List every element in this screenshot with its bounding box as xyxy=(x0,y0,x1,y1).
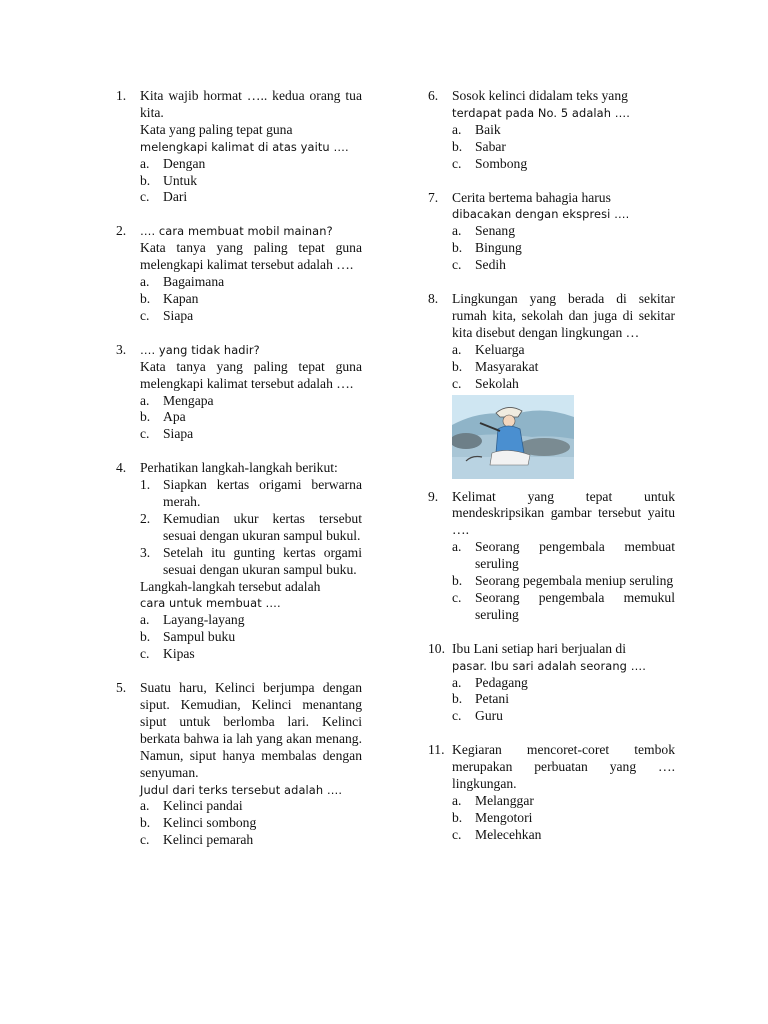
option-c[interactable] xyxy=(452,156,675,173)
question-number: 3. xyxy=(116,341,127,357)
option-letter: b. xyxy=(140,290,151,306)
question-2 xyxy=(116,223,362,324)
question-number: 1. xyxy=(116,88,127,103)
question-10 xyxy=(428,641,675,726)
question-text: Suatu haru, Kelinci berjumpa dengan siput. Kemudian, Kelinci menantang siput untuk berlomba lari. Kelinci berkata bahwa ia lah yang akan menang. Namun, siput hanya membalas dengan senyuman. xyxy=(140,680,362,780)
option-text: Seorang pengembala membuat seruling xyxy=(475,539,675,572)
option-letter: c. xyxy=(452,257,462,273)
question-text: Cerita bertema bahagia harus xyxy=(452,189,611,205)
option-a[interactable] xyxy=(452,342,675,359)
option-text: Kelinci sombong xyxy=(163,815,257,831)
option-text: Seorang pengembala memukul seruling xyxy=(475,589,675,622)
question-text: Kita wajib hormat ….. kedua orang tua kita. xyxy=(140,88,362,120)
option-text: Guru xyxy=(475,708,503,724)
option-b[interactable] xyxy=(140,291,362,308)
option-list xyxy=(140,156,362,207)
option-a[interactable] xyxy=(140,156,362,173)
option-text: Kapan xyxy=(163,290,199,306)
option-list xyxy=(452,675,675,726)
option-text: Mengotori xyxy=(475,809,533,825)
option-text: Sedih xyxy=(475,257,506,273)
option-list xyxy=(452,793,675,844)
option-text: Siapa xyxy=(163,426,194,442)
option-letter: b. xyxy=(452,691,463,707)
option-letter: b. xyxy=(452,573,463,589)
question-3 xyxy=(116,342,362,443)
option-list xyxy=(452,539,675,624)
option-letter: c. xyxy=(452,589,462,605)
option-letter: b. xyxy=(140,815,151,831)
question-4 xyxy=(116,460,362,663)
option-c[interactable] xyxy=(452,376,675,393)
option-a[interactable] xyxy=(452,122,675,139)
option-c[interactable] xyxy=(140,189,362,206)
step-list xyxy=(140,477,362,578)
option-text: Siapa xyxy=(163,307,194,323)
option-c[interactable] xyxy=(140,426,362,443)
option-letter: c. xyxy=(452,708,462,724)
option-c[interactable] xyxy=(452,590,675,624)
option-list xyxy=(140,798,362,849)
step-number: 1. xyxy=(140,477,151,493)
option-text: Sampul buku xyxy=(163,629,236,645)
option-text: Sabar xyxy=(475,138,506,154)
option-letter: b. xyxy=(140,629,151,645)
option-text: Melecehkan xyxy=(475,826,542,842)
option-b[interactable] xyxy=(452,810,675,827)
option-letter: a. xyxy=(452,223,462,239)
option-text: Apa xyxy=(163,409,186,425)
option-a[interactable] xyxy=(452,793,675,810)
option-text: Sombong xyxy=(475,155,528,171)
option-a[interactable] xyxy=(140,393,362,410)
option-letter: a. xyxy=(140,798,150,814)
option-a[interactable] xyxy=(140,612,362,629)
step-number: 2. xyxy=(140,510,151,526)
option-letter: b. xyxy=(140,172,151,188)
option-list xyxy=(452,342,675,393)
option-letter: b. xyxy=(452,240,463,256)
question-text: dibacakan dengan ekspresi …. xyxy=(452,207,630,222)
option-text: Senang xyxy=(475,223,516,239)
question-instruction: Kata tanya yang paling tepat guna melengkapi kalimat tersebut adalah …. xyxy=(140,358,362,391)
option-letter: a. xyxy=(452,341,462,357)
step-item xyxy=(140,511,362,545)
step-number: 3. xyxy=(140,544,151,560)
question-instruction: Kata yang paling tepat guna xyxy=(140,121,293,137)
option-text: Pedagang xyxy=(475,674,528,690)
option-letter: b. xyxy=(140,409,151,425)
question-number: 6. xyxy=(428,88,439,103)
option-letter: b. xyxy=(452,809,463,825)
option-a[interactable] xyxy=(452,675,675,692)
question-instruction: Langkah-langkah tersebut adalah xyxy=(140,578,321,594)
question-11 xyxy=(428,742,675,843)
question-1 xyxy=(116,88,362,206)
option-letter: a. xyxy=(140,612,150,628)
question-5 xyxy=(116,680,362,849)
option-b[interactable] xyxy=(452,691,675,708)
question-number: 10. xyxy=(428,640,445,656)
right-column xyxy=(428,88,675,844)
option-a[interactable] xyxy=(452,539,675,573)
option-b[interactable] xyxy=(140,629,362,646)
option-text: Untuk xyxy=(163,172,197,188)
question-7 xyxy=(428,190,675,275)
option-letter: c. xyxy=(140,189,150,205)
question-instruction: melengkapi kalimat di atas yaitu …. xyxy=(140,139,349,154)
option-text: Masyarakat xyxy=(475,358,539,374)
option-letter: a. xyxy=(140,274,150,290)
question-text: pasar. Ibu sari adalah seorang …. xyxy=(452,658,646,673)
option-text: Bingung xyxy=(475,240,522,256)
question-number: 2. xyxy=(116,223,127,239)
option-text: Kelinci pandai xyxy=(163,798,243,814)
option-text: Melanggar xyxy=(475,793,534,808)
question-text: terdapat pada No. 5 adalah …. xyxy=(452,105,630,120)
question-number: 4. xyxy=(116,460,127,476)
question-6 xyxy=(428,88,675,173)
option-letter: c. xyxy=(140,832,150,848)
option-text: Mengapa xyxy=(163,392,214,408)
question-number: 7. xyxy=(428,189,439,205)
question-instruction: Kata tanya yang paling tepat guna melengkapi kalimat tersebut adalah …. xyxy=(140,240,362,273)
step-text: Setelah itu gunting kertas orgami sesuai dengan ukuran sampul buku. xyxy=(163,544,362,577)
question-8 xyxy=(428,291,675,478)
option-b[interactable] xyxy=(140,409,362,426)
question-text: Sosok kelinci didalam teks yang xyxy=(452,88,628,103)
option-list xyxy=(452,223,675,274)
option-text: Bagaimana xyxy=(163,274,225,290)
question-number: 8. xyxy=(428,291,439,307)
question-text: Lingkungan yang berada di sekitar rumah kita, sekolah dan juga di sekitar kita disebut dengan lingkungan … xyxy=(452,291,675,340)
option-c[interactable] xyxy=(452,708,675,725)
option-text: Sekolah xyxy=(475,375,519,391)
option-text: Seorang pegembala meniup seruling xyxy=(475,573,674,589)
left-column xyxy=(116,88,362,849)
option-b[interactable] xyxy=(452,240,675,257)
option-list xyxy=(452,122,675,173)
question-text: Kelimat yang tepat untuk mendeskripsikan gambar tersebut yaitu …. xyxy=(452,488,675,538)
step-item xyxy=(140,477,362,511)
option-letter: c. xyxy=(140,307,150,323)
option-list xyxy=(140,393,362,444)
option-a[interactable] xyxy=(452,223,675,240)
question-instruction: Judul dari terks tersebut adalah …. xyxy=(140,782,343,797)
option-letter: b. xyxy=(452,358,463,374)
option-letter: a. xyxy=(452,793,462,808)
option-letter: a. xyxy=(452,121,462,137)
option-text: Petani xyxy=(475,691,509,707)
option-letter: a. xyxy=(140,155,150,171)
option-letter: c. xyxy=(452,155,462,171)
step-text: Siapkan kertas origami berwarna merah. xyxy=(163,477,362,510)
question-9 xyxy=(428,489,675,624)
option-list xyxy=(140,612,362,663)
option-list xyxy=(140,274,362,325)
shepherd-illustration xyxy=(452,395,574,479)
option-text: Keluarga xyxy=(475,341,525,357)
option-c[interactable] xyxy=(452,827,675,844)
option-letter: c. xyxy=(452,375,462,391)
option-b[interactable] xyxy=(452,139,675,156)
option-letter: c. xyxy=(140,646,150,662)
question-text: Ibu Lani setiap hari berjualan di xyxy=(452,640,627,656)
question-instruction: cara untuk membuat …. xyxy=(140,596,281,611)
question-text: …. cara membuat mobil mainan? xyxy=(140,224,333,239)
option-a[interactable] xyxy=(140,274,362,291)
step-text: Kemudian ukur kertas tersebut sesuai dengan ukuran sampul bukul. xyxy=(163,510,362,543)
option-letter: c. xyxy=(452,826,462,842)
question-number: 9. xyxy=(428,488,439,504)
option-letter: a. xyxy=(452,674,462,690)
question-text: Perhatikan langkah-langkah berikut: xyxy=(140,460,338,476)
option-b[interactable] xyxy=(452,573,675,590)
option-letter: c. xyxy=(140,426,150,442)
option-text: Baik xyxy=(475,121,501,137)
option-letter: a. xyxy=(140,392,150,408)
step-item xyxy=(140,545,362,579)
option-a[interactable] xyxy=(140,798,362,815)
option-c[interactable] xyxy=(140,832,362,849)
option-b[interactable] xyxy=(452,359,675,376)
option-text: Layang-layang xyxy=(163,612,245,628)
option-c[interactable] xyxy=(140,308,362,325)
option-text: Kelinci pemarah xyxy=(163,832,254,848)
question-number: 5. xyxy=(116,680,127,696)
option-letter: b. xyxy=(452,138,463,154)
option-letter: a. xyxy=(452,539,462,555)
option-text: Kipas xyxy=(163,646,195,662)
option-b[interactable] xyxy=(140,173,362,190)
question-text: Kegiaran mencoret-coret tembok merupakan perbuatan yang …. lingkungan. xyxy=(452,742,675,792)
option-b[interactable] xyxy=(140,815,362,832)
question-number: 11. xyxy=(428,742,445,758)
option-c[interactable] xyxy=(452,257,675,274)
option-text: Dengan xyxy=(163,155,206,171)
question-text: …. yang tidak hadir? xyxy=(140,342,260,357)
option-c[interactable] xyxy=(140,646,362,663)
option-text: Dari xyxy=(163,189,188,205)
